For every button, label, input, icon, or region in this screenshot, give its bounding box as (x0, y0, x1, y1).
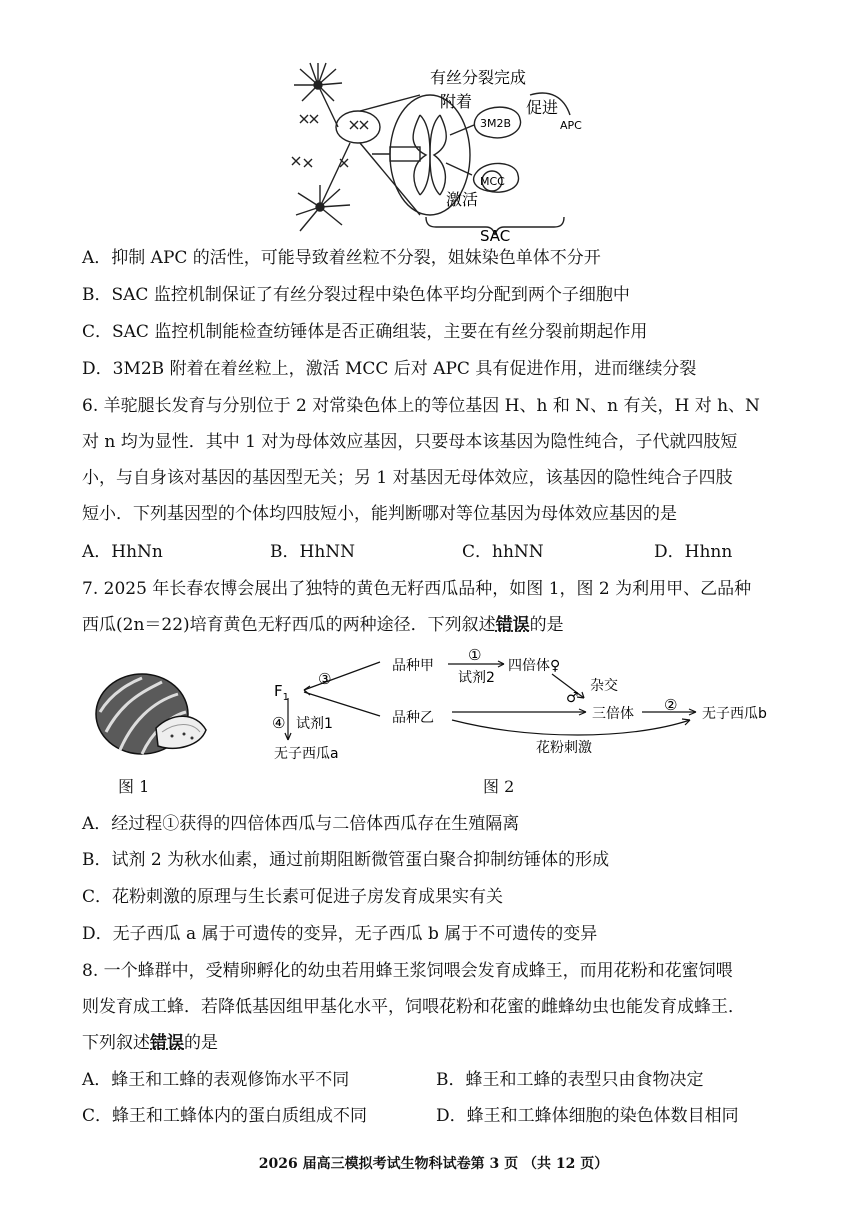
label-activate: 激活 (446, 190, 479, 209)
q7-line-2-text: 西瓜(2n＝22)培育黄色无籽西瓜的两种途径．下列叙述 (82, 615, 496, 635)
q6-line-2: 对 n 均为显性．其中 1 对为母体效应基因，只要母本该基因为隐性纯合，子代就四肢短 (82, 432, 738, 452)
q6-line-4: 短小．下列基因型的个体均四肢短小，能判断哪对等位基因为母体效应基因的是 (82, 504, 677, 524)
label-reagent-2: 试剂2 (458, 670, 495, 686)
q8-option-b: B．蜂王和工蜂的表型只由食物决定 (436, 1070, 704, 1090)
q5-option-c: C．SAC 监控机制能检查纺锤体是否正确组装，主要在有丝分裂前期起作用 (82, 322, 648, 342)
label-step-1: ① (468, 646, 482, 664)
figure-1-watermelon (92, 672, 210, 758)
label-mcc: MCC (480, 175, 505, 188)
figure-2-scheme (270, 640, 800, 770)
q7-option-c: C．花粉刺激的原理与生长素可促进子房发育成果实有关 (82, 887, 504, 907)
label-attach: 附着 (440, 92, 473, 111)
page-footer: 2026 届高三模拟考试生物科试卷第 3 页 （共 12 页） (258, 1156, 609, 1172)
q8-line-3-lead: 下列叙述 (82, 1033, 150, 1053)
q6-option-a: A．HhNn (82, 542, 163, 562)
q7-line-2 (82, 614, 564, 636)
q8-option-d: D．蜂王和工蜂体细胞的染色体数目相同 (436, 1106, 739, 1126)
q7-option-d: D．无子西瓜 a 属于可遗传的变异，无子西瓜 b 属于不可遗传的变异 (82, 924, 598, 944)
label-male: ♂ (566, 690, 579, 706)
label-tetraploid: 四倍体♀ (508, 658, 561, 674)
label-step-4: ④ (272, 714, 286, 732)
label-step-3: ③ (318, 670, 332, 688)
q8-line-1: 8. 一个蜂群中，受精卵孵化的幼虫若用蜂王浆饲喂会发育成蜂王，而用花粉和花蜜饲喂 (82, 961, 733, 981)
q8-option-c: C．蜂王和工蜂体内的蛋白质组成不同 (82, 1106, 368, 1126)
label-pollen: 花粉刺激 (536, 740, 592, 756)
label-3m2b: 3M2B (480, 117, 512, 130)
label-complete: 有丝分裂完成 (430, 68, 527, 87)
q8-line-2: 则发育成工蜂．若降低基因组甲基化水平，饲喂花粉和花蜜的雌蜂幼虫也能发育成蜂王． (82, 997, 745, 1017)
q8-line-3-tail: 的是 (184, 1033, 218, 1053)
label-step-2: ② (664, 696, 678, 714)
aster-top (294, 63, 342, 101)
q8-option-a: A．蜂王和工蜂的表观修饰水平不同 (82, 1070, 350, 1090)
label-reagent-1: 试剂1 (296, 716, 333, 732)
q7-option-a: A．经过程①获得的四倍体西瓜与二倍体西瓜存在生殖隔离 (82, 814, 520, 834)
label-variety-b: 品种乙 (392, 710, 434, 726)
label-variety-a: 品种甲 (392, 658, 434, 674)
q7-option-b: B．试剂 2 为秋水仙素，通过前期阻断微管蛋白聚合抑制纺锤体的形成 (82, 850, 610, 870)
q7-line-1: 7. 2025 年长春农博会展出了独特的黄色无籽西瓜品种，如图 1，图 2 为利用甲、乙品种 (82, 579, 752, 599)
label-cross: 杂交 (590, 678, 618, 694)
label-triploid: 三倍体 (592, 706, 634, 722)
figure-1-caption: 图 1 (118, 777, 150, 796)
label-promote: 促进 (526, 98, 559, 117)
q6-option-d: D．Hhnn (654, 542, 733, 562)
q8-emphasis: 错误 (150, 1033, 184, 1053)
q7-line-2-tail: 的是 (529, 615, 564, 635)
q5-option-a: A．抑制 APC 的活性，可能导致着丝粒不分裂，姐妹染色单体不分开 (82, 248, 601, 268)
label-f1: $F_1$ (274, 682, 290, 703)
q6-line-1: 6. 羊驼腿长发育与分别位于 2 对常染色体上的等位基因 H、h 和 N、n 有关，H 对 h、N (82, 396, 760, 416)
aster-bottom (296, 185, 350, 231)
sac-diagram (280, 55, 610, 245)
q6-line-3: 小，与自身该对基因的基因型无关；另 1 对基因无母体效应，该基因的隐性纯合子四肢 (82, 468, 733, 488)
label-sac: SAC (480, 227, 511, 245)
q7-emphasis: 错误 (495, 615, 530, 635)
label-apc: APC (560, 119, 582, 132)
label-seedless-a: 无子西瓜a (274, 746, 339, 762)
label-seedless-b: 无子西瓜b (702, 706, 767, 722)
q6-option-c: C．hhNN (462, 542, 544, 562)
q8-line-3 (82, 1032, 218, 1054)
q6-option-b: B．HhNN (270, 542, 356, 562)
figure-2-caption: 图 2 (483, 777, 515, 796)
q5-option-d: D．3M2B 附着在着丝粒上，激活 MCC 后对 APC 具有促进作用，进而继续分裂 (82, 359, 697, 379)
q5-option-b: B．SAC 监控机制保证了有丝分裂过程中染色体平均分配到两个子细胞中 (82, 285, 630, 305)
